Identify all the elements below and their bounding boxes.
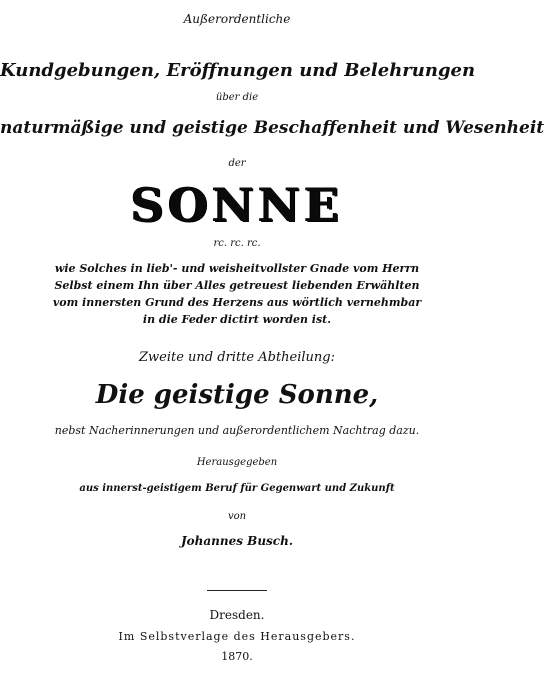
body-line-2: Selbst einem Ihn über Alles getreuest liebenden Erwählten <box>54 279 420 292</box>
year-line: 1870. <box>221 650 253 663</box>
heading-line-announcements: Kundgebungen, Eröffnungen und Belehrungen <box>0 60 476 81</box>
etc-line: rc. rc. rc. <box>213 238 261 249</box>
purpose-line: aus innerst-geistigem Beruf für Gegenwart und Zukunft <box>79 483 395 494</box>
heading-line-nature: naturmäßige und geistige Beschaffenheit und Wesenheit <box>0 118 544 138</box>
subtitle-note: nebst Nacherinnerungen und außerordentlichem Nachtrag dazu. <box>54 424 420 437</box>
heading-line-article: der <box>228 158 246 169</box>
city-line: Dresden. <box>209 608 265 622</box>
body-line-3: vom innersten Grund des Herzens aus wörtlich vernehmbar <box>52 296 422 309</box>
heading-line-extraordinary: Außerordentliche <box>183 12 291 26</box>
by-label: von <box>227 511 247 522</box>
body-line-4: in die Feder dictirt worden ist. <box>142 313 332 326</box>
author-name: Johannes Busch. <box>180 534 294 548</box>
heading-line-about: über die <box>215 92 259 103</box>
main-title: SONNE <box>130 178 344 232</box>
section-label: Zweite und dritte Abtheilung: <box>139 350 335 365</box>
subtitle: Die geistige Sonne, <box>95 380 379 410</box>
edited-label: Herausgegeben <box>196 457 278 468</box>
body-line-1: wie Solches in lieb'- und weisheitvollster Gnade vom Herrn <box>54 262 420 275</box>
divider-rule <box>207 590 267 591</box>
publisher-line: Im Selbstverlage des Herausgebers. <box>118 630 356 643</box>
